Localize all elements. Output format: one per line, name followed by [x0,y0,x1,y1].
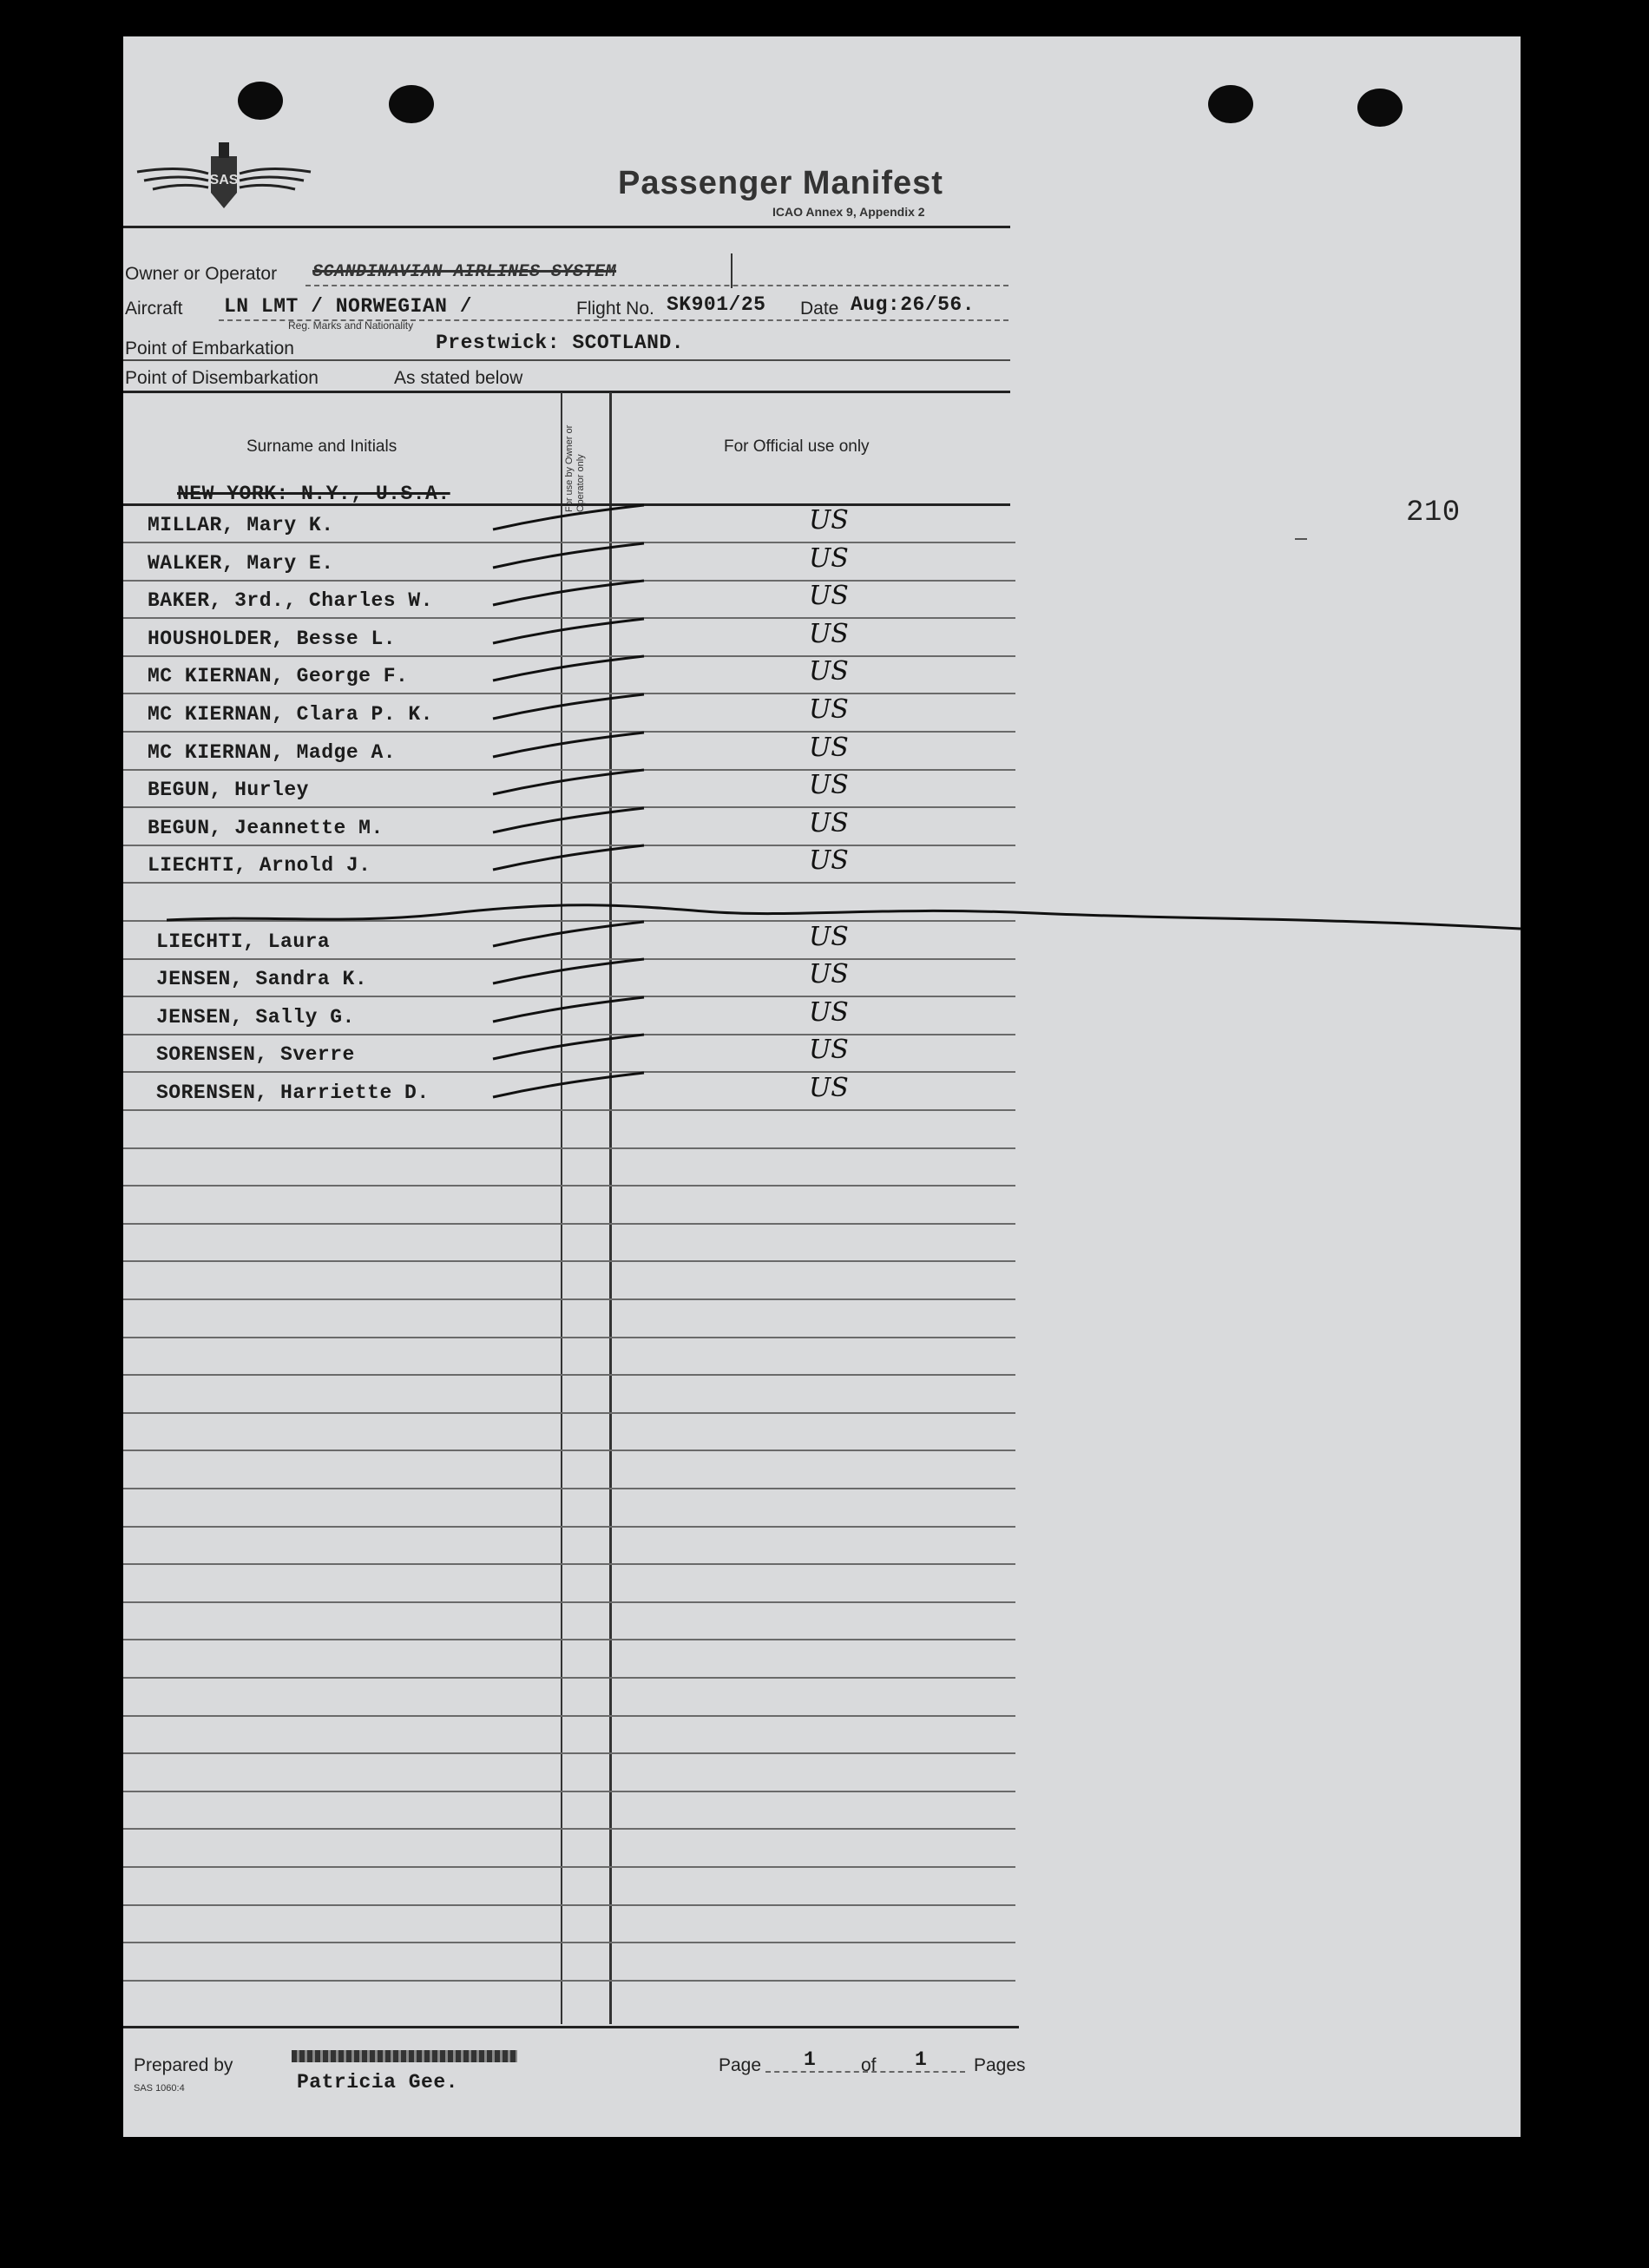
official-mark: US [809,1073,849,1103]
col-header-operator: For use by Owner or Operator only [564,424,586,512]
of-value: 1 [915,2048,928,2071]
svg-text:SAS: SAS [209,173,239,187]
row-divider [123,1488,1015,1489]
official-mark: US [809,922,849,952]
official-mark: US [809,997,849,1028]
row-divider [123,1601,1015,1603]
date-label: Date [800,299,839,319]
row-divider [123,1980,1015,1982]
row-divider [123,1752,1015,1754]
airline-logo-icon [128,139,319,217]
punch-hole [1357,89,1403,127]
stamp-number: 210 [1406,496,1461,529]
passenger-name: SORENSEN, Sverre [156,1043,355,1066]
check-stroke-icon [488,1029,661,1064]
date-value: Aug:26/56. [851,293,976,316]
official-mark: US [809,581,849,611]
official-mark: US [809,505,849,536]
official-mark: US [809,733,849,763]
page-value: 1 [804,2048,817,2071]
row-divider [123,1298,1015,1300]
aircraft-label: Aircraft [125,299,183,319]
passenger-name: MC KIERNAN, Madge A. [148,741,397,764]
pages-label: Pages [974,2055,1026,2075]
flight-label: Flight No. [576,299,654,319]
row-divider [123,1639,1015,1640]
row-divider [123,1828,1015,1830]
page-title: Passenger Manifest [618,165,943,201]
flight-value: SK901/25 [667,293,766,316]
row-divider [123,1450,1015,1451]
row-divider [123,1677,1015,1679]
row-divider [123,1942,1015,1943]
passenger-name: LIECHTI, Laura [156,930,331,953]
row-divider [123,1147,1015,1149]
row-divider [123,1791,1015,1792]
passenger-name: BAKER, 3rd., Charles W. [148,589,433,612]
embarkation-label: Point of Embarkation [125,339,294,358]
check-stroke-icon [488,992,661,1027]
col-header-name: Surname and Initials [246,437,397,456]
passenger-name: BEGUN, Hurley [148,779,309,801]
official-mark: US [809,694,849,725]
row-divider [123,1526,1015,1528]
passenger-name: MC KIERNAN, George F. [148,665,409,687]
row-divider [123,1866,1015,1868]
punch-hole [238,82,283,120]
check-stroke-icon [488,765,661,799]
passenger-name: MILLAR, Mary K. [148,514,334,536]
official-mark: US [809,543,849,574]
passenger-name: SORENSEN, Harriette D. [156,1081,430,1104]
form-subtitle: ICAO Annex 9, Appendix 2 [772,205,925,219]
check-stroke-icon [488,500,661,535]
passenger-name: JENSEN, Sandra K. [156,968,368,990]
of-label: of [861,2055,877,2075]
disembarkation-value: As stated below [394,368,523,388]
check-stroke-icon [488,954,661,989]
passenger-list [123,505,1017,2067]
redacted-stamp [292,2050,517,2062]
row-divider [123,1715,1015,1717]
punch-hole [389,85,434,123]
official-mark: US [809,808,849,838]
check-stroke-icon [488,614,661,648]
check-stroke-icon [488,689,661,724]
check-stroke-icon [488,651,661,686]
passenger-name: HOUSHOLDER, Besse L. [148,628,397,650]
form-number: SAS 1060:4 [134,2083,185,2094]
passenger-name: JENSEN, Sally G. [156,1006,355,1029]
row-divider [123,1337,1015,1338]
tear-line [167,896,1525,930]
passenger-name: MC KIERNAN, Clara P. K. [148,703,433,726]
destination-heading: NEW YORK: N.Y., U.S.A. [177,483,450,505]
row-divider [123,1260,1015,1262]
official-mark: US [809,959,849,989]
punch-hole [1208,85,1253,123]
table-row [123,845,1015,884]
official-mark: US [809,656,849,687]
official-mark: US [809,619,849,649]
row-divider [123,1185,1015,1187]
owner-value: SCANDINAVIAN AIRLINES SYSTEM [312,262,617,282]
embarkation-value: Prestwick: SCOTLAND. [436,332,685,354]
manifest-sheet [123,36,1521,2137]
official-mark: US [809,845,849,876]
disembarkation-label: Point of Disembarkation [125,368,319,388]
row-divider [123,1374,1015,1376]
row-divider [123,1412,1015,1414]
col-header-official: For Official use only [724,437,870,456]
table-row [123,1073,1015,1111]
owner-label: Owner or Operator [125,264,278,284]
prepared-by-label: Prepared by [134,2055,233,2075]
check-stroke-icon [488,727,661,762]
official-mark: US [809,1035,849,1065]
passenger-name: BEGUN, Jeannette M. [148,817,384,839]
row-divider [123,1904,1015,1906]
prepared-by-value: Patricia Gee. [297,2071,458,2094]
check-stroke-icon [488,575,661,610]
row-divider [123,1223,1015,1225]
check-stroke-icon [488,803,661,838]
check-stroke-icon [488,1068,661,1102]
passenger-name: WALKER, Mary E. [148,552,334,575]
check-stroke-icon [488,840,661,875]
check-stroke-icon [488,538,661,573]
aircraft-value: LN LMT / NORWEGIAN / [224,295,473,318]
official-mark: US [809,770,849,800]
passenger-name: LIECHTI, Arnold J. [148,854,371,877]
row-divider [123,1563,1015,1565]
aircraft-sublabel: Reg. Marks and Nationality [288,319,414,332]
page-label: Page [719,2055,762,2075]
